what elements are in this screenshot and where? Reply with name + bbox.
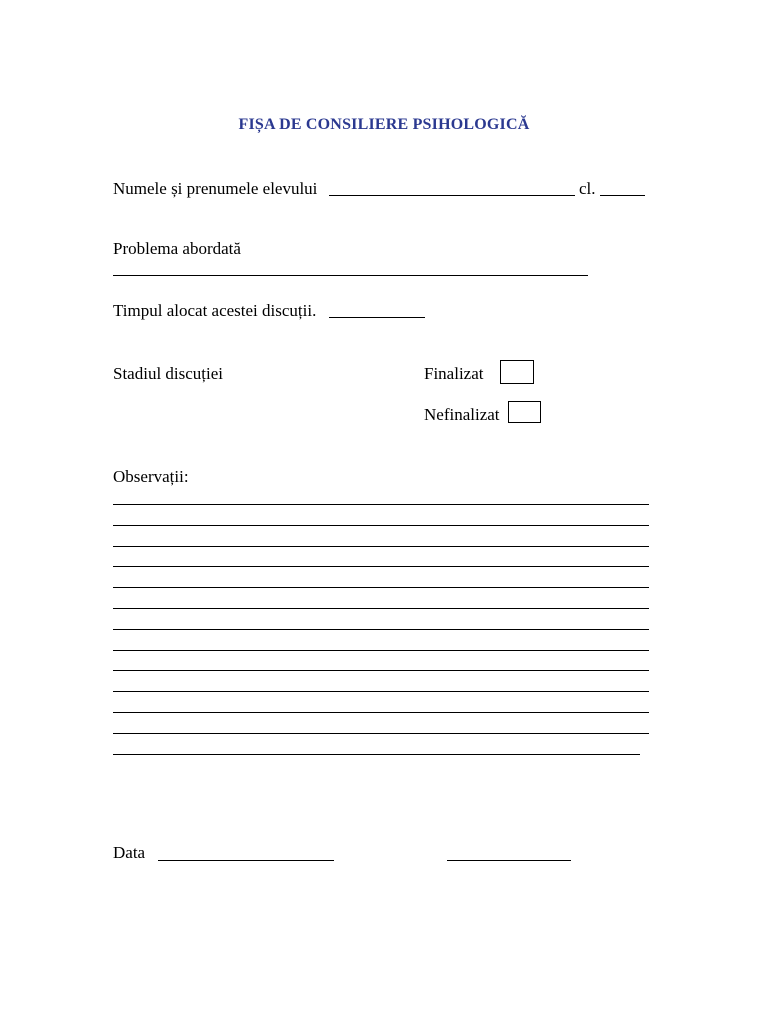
problem-label: Problema abordată: [113, 239, 241, 258]
observation-line[interactable]: [113, 670, 649, 671]
class-field[interactable]: [600, 195, 645, 196]
problem-field[interactable]: [113, 275, 588, 276]
observation-line[interactable]: [113, 754, 640, 755]
observation-line[interactable]: [113, 650, 649, 651]
observations-label: Observații:: [113, 467, 189, 486]
form-title: FIȘA DE CONSILIERE PSIHOLOGICĂ: [238, 116, 530, 133]
unfinalized-label: Nefinalizat: [424, 405, 500, 424]
time-field[interactable]: [329, 317, 425, 318]
student-name-label: Numele și prenumele elevului: [113, 179, 318, 198]
time-label: Timpul alocat acestei discuții.: [113, 301, 317, 320]
signature-field[interactable]: [447, 860, 571, 861]
observation-line[interactable]: [113, 525, 649, 526]
date-field[interactable]: [158, 860, 334, 861]
observation-line[interactable]: [113, 733, 649, 734]
observation-line[interactable]: [113, 608, 649, 609]
date-label: Data: [113, 843, 146, 862]
observation-line[interactable]: [113, 587, 649, 588]
student-name-field[interactable]: [329, 195, 575, 196]
finalized-label: Finalizat: [424, 364, 484, 383]
observation-line[interactable]: [113, 629, 649, 630]
class-label: cl.: [579, 179, 596, 198]
finalized-checkbox[interactable]: [500, 360, 534, 384]
observation-line[interactable]: [113, 504, 649, 505]
observation-line[interactable]: [113, 566, 649, 567]
stage-label: Stadiul discuției: [113, 364, 224, 383]
unfinalized-checkbox[interactable]: [508, 401, 541, 423]
observation-line[interactable]: [113, 712, 649, 713]
observation-line[interactable]: [113, 546, 649, 547]
observation-line[interactable]: [113, 691, 649, 692]
